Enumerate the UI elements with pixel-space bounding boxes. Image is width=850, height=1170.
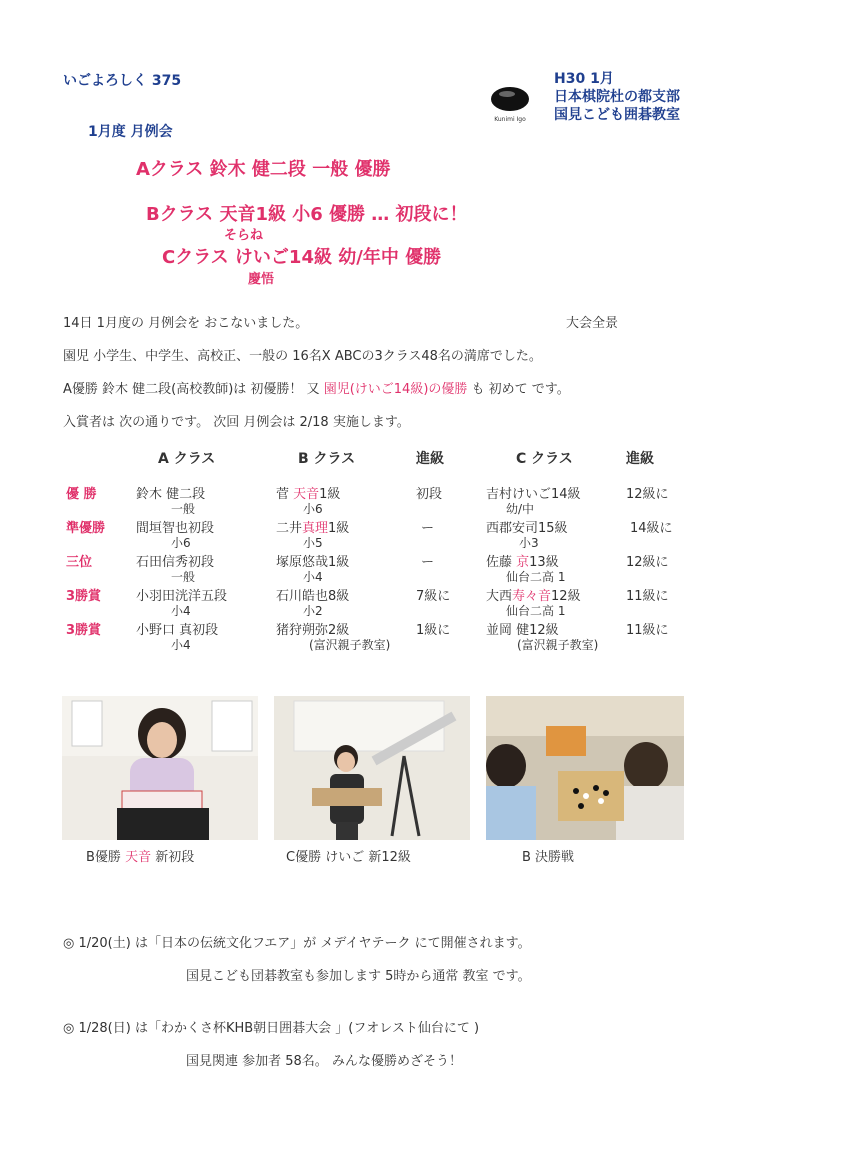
c-class-sub: (富沢親子教室) [517,638,599,652]
photo-b-winner [62,696,258,840]
a-class-name: 間垣智也初段 [136,521,215,536]
page-title: 1月度 月例会 [88,124,173,140]
b-class-name: 菅 天音1級 [276,487,341,502]
b-promotion: 7級に [416,589,451,604]
a-class-sub: 一般 [171,502,196,516]
b-class-name: 石川皓也8級 [276,589,350,604]
notice-1-detail: 国見こども団碁教室も参加します 5時から通常 教室 です。 [186,969,531,984]
issue-date: H30 1月 [554,71,614,87]
c-class-name: 大西寿々音12級 [486,589,581,604]
b-class-name: 二井真理1級 [276,521,350,536]
b-class-sub: 小4 [303,570,323,584]
body-line-3c: も 初めて です。 [467,382,570,397]
rank-label: 三位 [66,555,93,570]
b-class-name: 猪狩朔弥2級 [276,623,350,638]
b-promotion: ー [421,521,435,536]
school-name: 国見こども囲碁教室 [554,107,680,123]
notice-2: ◎ 1/28(日) は「わかくさ杯KHB朝日囲碁大会 」(フオレスト仙台にて ) [63,1021,480,1036]
photo-c-winner [274,696,470,840]
b-class-sub: 小6 [303,502,323,516]
a-class-name: 石田信秀初段 [136,555,215,570]
photo-c-winner-caption: C優勝 けいご 新12級 [286,850,411,865]
c-class-name: 西郡安司15級 [486,521,568,536]
c-class-sub: 仙台二高 1 [506,570,566,584]
overview-label: 大会全景 [566,316,619,331]
header-c-class: C クラス [516,451,573,467]
body-line-3-highlight: 園児(けいご14級)の優勝 [323,382,468,397]
b-class-sub: 小2 [303,604,323,618]
c-class-sub: 仙台二高 1 [506,604,566,618]
a-class-sub: 小4 [171,638,191,652]
c-class-sub: 小3 [519,536,539,550]
b-class-sub: 小5 [303,536,323,550]
body-line-3a: A優勝 鈴木 健二段(高校教師)は 初優勝！ 又 [63,382,324,397]
c-class-name: 佐藤 京13級 [486,555,559,570]
photo-b-final [486,696,684,840]
header-b-class: B クラス [298,451,356,467]
rank-label: 優 勝 [66,487,97,502]
notice-1: ◎ 1/20(土) は「日本の伝統文化フエア」が メデイヤテーク にて開催されます。 [63,936,531,951]
body-line-4: 入賞者は 次の通りです。 次回 月例会は 2/18 実施します。 [63,415,410,430]
a-class-name: 小羽田洸洋五段 [136,589,228,604]
photo-b-winner-caption: B優勝 天音 新初段 [86,850,195,865]
b-promotion: 1級に [416,623,451,638]
series-label: いごよろしく 375 [63,73,182,89]
c-class-name: 吉村けいご14級 [486,487,581,502]
c-promotion: 14級に [630,521,673,536]
c-promotion: 11級に [626,623,669,638]
c-class-winner: Cクラス けいご14級 幼/年中 優勝 [162,247,442,268]
org-name: 日本棋院杜の都支部 [554,89,680,105]
body-line-2: 園児 小学生、中学生、高校正、一般の 16名X ABCの3クラス48名の満席でした。 [63,349,542,364]
header-b-promotion: 進級 [416,451,444,467]
b-promotion: ー [421,555,435,570]
a-class-sub: 一般 [171,570,196,584]
b-promotion: 初段 [416,487,443,502]
b-class-winner: Bクラス 天音1級 小6 優勝 … 初段に！ [146,204,468,225]
notice-2-detail: 国見関連 参加者 58名。 みんな優勝めざそう！ [186,1054,462,1069]
a-class-name: 小野口 真初段 [136,623,219,638]
rank-label: 3勝賞 [66,623,102,638]
b-winner-reading: そらね [224,228,264,243]
rank-label: 準優勝 [66,521,106,536]
b-class-sub: (富沢親子教室) [309,638,391,652]
c-class-sub: 幼/中 [506,502,535,516]
b-class-name: 塚原悠哉1級 [276,555,350,570]
a-class-name: 鈴木 健二段 [136,487,206,502]
c-promotion: 12級に [626,555,669,570]
a-class-winner: Aクラス 鈴木 健二段 一般 優勝 [136,159,391,180]
c-winner-kanji: 慶悟 [248,272,275,287]
header-c-promotion: 進級 [626,451,654,467]
c-promotion: 11級に [626,589,669,604]
body-line-1: 14日 1月度の 月例会を おこないました。 [63,316,309,331]
header-a-class: A クラス [158,451,216,467]
c-promotion: 12級に [626,487,669,502]
rank-label: 3勝賞 [66,589,102,604]
a-class-sub: 小6 [171,536,191,550]
photo-b-final-caption: B 決勝戦 [522,850,575,865]
a-class-sub: 小4 [171,604,191,618]
org-logo [490,84,530,124]
results-table [63,483,763,658]
body-line-3 [63,378,570,397]
c-class-name: 並岡 健12級 [486,623,559,638]
logo-text: Kunimi Igo [494,116,526,123]
